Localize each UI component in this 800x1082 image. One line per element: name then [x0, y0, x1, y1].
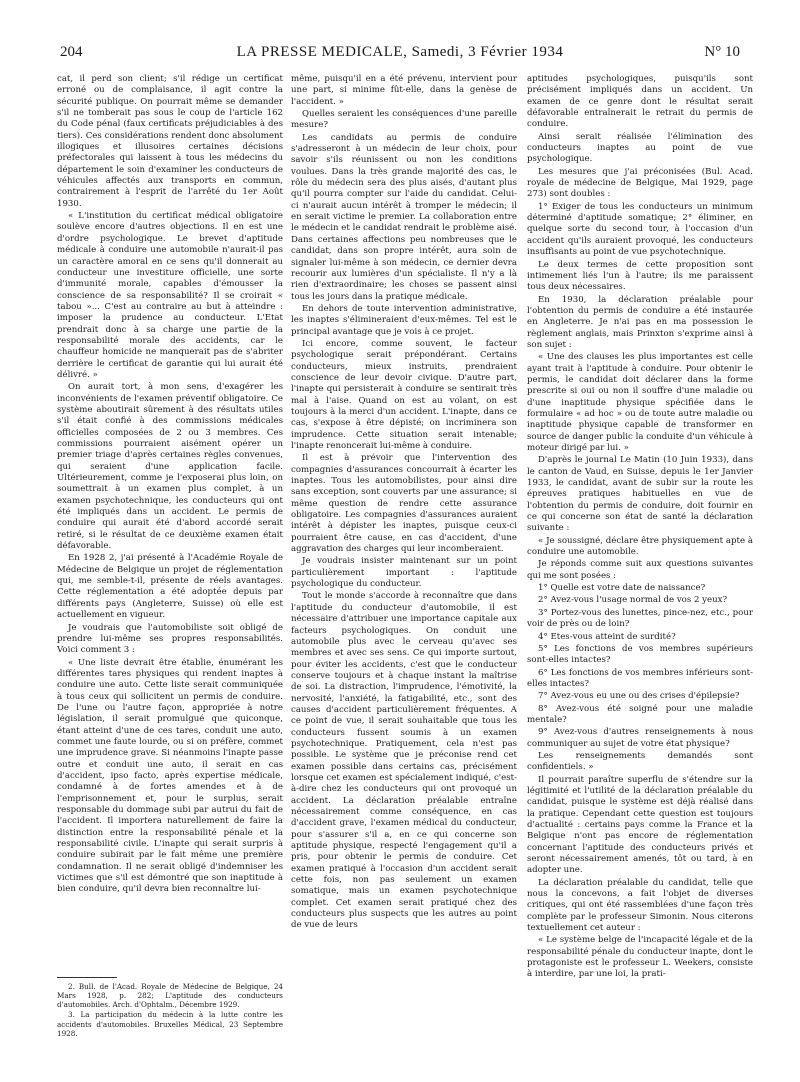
page-number: 204: [60, 44, 83, 60]
paragraph: « Le système belge de l'incapacité légale et de la responsabilité pénale du conducteur inapte, dont le protagoniste est le professeur L. Weekers, consiste à interdire, par une loi, la prati-: [527, 935, 753, 980]
paragraph: 7° Avez-vous eu une ou des crises d'épilepsie?: [538, 691, 740, 702]
paragraph: « Je soussigné, déclare être physiquement apte à conduire une automobile.: [527, 535, 753, 558]
paragraph: Les renseignements demandés sont confidentiels. »: [527, 750, 753, 773]
footnotes: [57, 970, 283, 1039]
paragraph: même, puisqu'il en a été prévenu, intervient pour une part, si minime fût-elle, dans la genèse de l'accident. »: [291, 74, 517, 107]
column-3: [527, 74, 753, 1039]
journal-title: LA PRESSE MEDICALE, Samedi, 3 Février 1934: [236, 44, 564, 60]
column-1: [57, 74, 283, 1039]
paragraph: En 1930, la déclaration préalable pour l'obtention du permis de conduire a été instaurée en Angleterre. Je n'ai pas en ma possession le règlement anglais, mais Prinxton s'exprime ainsi à son sujet :: [527, 294, 753, 350]
paragraph: 6° Les fonctions de vos membres inférieurs sont-elles intactes?: [527, 667, 753, 689]
footnote: 3. La participation du médecin à la lutte contre les accidents d'automobiles. Bruxelles Médical, 23 Septembre 1928.: [57, 1010, 283, 1038]
paragraph: Ainsi serait réalisée l'élimination des conducteurs inaptes au point de vue psychologique.: [527, 131, 753, 165]
paragraph: 5° Les fonctions de vos membres supérieurs sont-elles intactes?: [527, 643, 753, 666]
paragraph: Tout le monde s'accorde à reconnaître que dans l'aptitude du conducteur d'automobile, il est nécessaire d'attribuer une importance capitale aux facteurs psychologiques. On conduit une automobile plus avec le cerveau qu'avec ses membres et avec ses sens. Ce qui importe surtout, pour éviter les accidents, c'est que le conducteur conserve toujours et à chaque instant la maîtrise de soi. La distraction, l'imprudence, l'émotivité, la nervosité, l'anxiété, la fatigabilité, etc., sont des causes d'accident particulièrement fréquentes. A ce point de vue, il serait souhaitable que tous les conducteurs fussent soumis à un examen psychotechnique. Pratiquement, cela n'est pas possible. Le système que je préconise rend cet examen possible dans certains cas, précisément lorsque cet examen est spécialement indiqué, c'est-à-dire chez les conducteurs qui ont provoqué un accident. La déclaration préalable entraîne nécessairement comme conséquence, en cas d'accident grave, l'examen médical du conducteur, pour s'assurer s'il a, en ce qui concerne son aptitude physique, respecté l'engagement qu'il a pris, pour obtenir le permis de conduire. Cet examen pratiqué à l'occasion d'un accident serait cette fois, non pas seulement un examen somatique, mais un examen psychotechnique complet. Cet examen serait pratiqué chez des conducteurs plus suspects que les autres au point de vue de leurs: [291, 591, 517, 931]
paragraph: « Une des clauses les plus importantes est celle ayant trait à l'aptitude à conduire. Pour obtenir le permis, le candidat doit déclarer dans la forme prescrite si oui ou non il souffre d'une maladie ou d'une inaptitude physique spécifiée dans le formulaire « ad hoc » ou de toute autre maladie ou inaptitude physique capable de transformer en source de danger public la conduite d'un véhicule à moteur dirigé par lui. »: [527, 352, 753, 453]
paragraph: La déclaration préalable du candidat, telle que nous la concevons, a fait l'objet de diverses critiques, qui ont été rassemblées d'une façon très complète par le professeur Simonin. Nous citerons textuellement cet auteur :: [527, 877, 753, 934]
paragraph: D'après le journal Le Matin (10 Juin 1933), dans le canton de Vaud, en Suisse, depuis le 1er Janvier 1933, le candidat, avant de subir sur la route les épreuves pratiques habituelles en vue de l'obtention du permis de conduire, doit fournir en ce qui concerne son état de santé la déclaration suivante :: [527, 455, 753, 534]
paragraph: On aurait tort, à mon sens, d'exagérer les inconvénients de l'examen préventif obligatoire. Ce système aboutirait sûrement à des résultats utiles s'il était confié à des commissions médicales officielles composées de 2 ou 3 membres. Ces commissions pourraient aisément opérer un premier triage d'après certaines règles convenues, qui seraient d'une application facile. Ultérieurement, comme je l'exposerai plus loin, on soumettrait à un examen plus complet, à un examen psychotechnique, les conducteurs qui ont été impliqués dans un accident. Le permis de conduire qui aurait été d'abord accordé serait retiré, si le résultat de ce deuxième examen était défavorable.: [57, 382, 283, 552]
paragraph: En 1928 2, j'ai présenté à l'Académie Royale de Médecine de Belgique un projet de réglementation qui, me semble-t-il, présente de réels avantages. Cette réglementation a été adoptée depuis par différents pays (Angleterre, Suisse) où elle est actuellement en vigueur.: [57, 553, 283, 621]
page-header: [60, 44, 740, 64]
paragraph: 9° Avez-vous d'autres renseignements à nous communiquer au sujet de votre état physique?: [527, 727, 753, 749]
issue-number: N° 10: [704, 44, 740, 60]
paragraph: Ici encore, comme souvent, le facteur psychologique serait prépondérant. Certains conducteurs, mieux instruits, prendraient conscience de leur devoir civique. D'autre part, l'inapte qui persisterait à conduire se sentirait très mal à l'aise. Quand on est au volant, on est toujours à la merci d'un accident. L'inapte, dans ce cas, s'expose à être dépisté; on incriminera son imprudence. Cette situation serait intenable; l'inapte renoncerait lui-même à conduire.: [291, 338, 517, 451]
footnote: 2. Bull. de l'Acad. Royale de Médecine de Belgique, 24 Mars 1928, p. 282; L'aptitude des conducteurs d'automobiles. Arch. d'Ophtalm., Décembre 1929.: [57, 981, 283, 1010]
paragraph: Quelles seraient les conséquences d'une pareille mesure?: [291, 109, 517, 131]
article-body: [57, 74, 753, 1039]
paragraph: Les mesures que j'ai préconisées (Bul. Acad. royale de médecine de Belgique, Mai 1929, page 273) sont doubles :: [527, 166, 753, 200]
paragraph: « Une liste devrait être établie, énumérant les différentes tares physiques qui rendent inaptes à conduire une auto. Cette liste serait communiquée à tous ceux qui sollicitent un permis de conduire. De l'une ou l'autre façon, appropriée à notre législation, il serait promulgué que quiconque, étant atteint d'une de ces tares, conduit une auto, commet une faute lourde, ou si on préfère, commet une imprudence grave. Si néanmoins l'inapte passe outre et conduit une auto, il serait en cas d'accident, ipso facto, après expertise médicale, condamné à de fortes amendes et à de l'emprisonnement et, pour le surplus, serait responsable du dommage subi par autrui du fait de l'accident. Il importera naturellement de faire la distinction entre la responsabilité pénale et la responsabilité civile. L'inapte qui serait surpris à conduire subirait par le fait même une première condamnation. Il ne serait obligé d'indemniser les victimes que s'il est démontré que son inaptitude à bien conduire, qu'il devra bien reconnaître lui-: [57, 657, 283, 895]
paragraph: En dehors de toute intervention administrative, les inaptes s'élimineraient d'eux-mêmes. Tel est le principal avantage que je vois à ce projet.: [291, 303, 517, 337]
paragraph: « L'institution du certificat médical obligatoire soulève encore d'autres objections. Il en est une d'ordre psychologique. Le brevet d'aptitude médicale à conduire une automobile n'aurait-il pas un caractère amoral en ce sens qu'il donnerait au conducteur une investiture officielle, une sorte d'immunité morale, capables d'émousser la conscience de sa responsabilité? Il se croirait « tabou »... C'est au contraire au but à atteindre : imposer la prudence au conducteur. L'Etat prendrait donc à sa charge une partie de la responsabilité morale des accidents, car le chauffeur homicide ne manquerait pas de s'abriter derrière le certificat de garantie qui lui aurait été délivré. »: [57, 211, 283, 380]
paragraph: 8° Avez-vous été soigné pour une maladie mentale?: [527, 703, 753, 725]
paragraph: Je voudrais insister maintenant sur un point particulièrement important : l'aptitude psychologique du conducteur.: [291, 556, 517, 590]
paragraph: 4° Etes-vous atteint de surdité?: [538, 631, 676, 642]
paragraph: Je voudrais que l'automobiliste soit obligé de prendre lui-même ses propres responsabilités. Voici comment 3 :: [57, 622, 283, 656]
paragraph: 1° Exiger de tous les conducteurs un minimum déterminé d'aptitude somatique; 2° éliminer, en quelque sorte du second tour, à l'occasion d'un accident qu'ils auraient provoqué, les conducteurs insuffisants au point de vue psychotechnique.: [527, 201, 753, 258]
paragraph: cat, il perd son client; s'il rédige un certificat erroné ou de complaisance, il agit contre la sécurité publique. On pourrait même se demander s'il ne tomberait pas sous le coup de l'article 162 du Code pénal (faux certificats préjudiciables à des tiers). Ces considérations rendent donc absolument illogiques et illusoires certaines décisions préfectorales qui laissent à tous les médecins du département le soin d'examiner les conducteurs de véhicules affectés aux transports en commun, contrairement à l'esprit de l'arrêté du 1er Août 1930.: [57, 74, 283, 209]
paragraph: 1° Quelle est votre date de naissance?: [538, 583, 706, 594]
paragraph: 2° Avez-vous l'usage normal de vos 2 yeux?: [538, 595, 728, 606]
paragraph: Il pourrait paraître superflu de s'étendre sur la légitimité et l'utilité de la déclaration préalable du candidat, puisque le système est déjà réalisé dans la pratique. Cependant cette question est toujours d'actualité : certains pays comme la France et la Belgique n'ont pas encore de réglementation concernant l'aptitude des conducteurs privés et seront nécessairement amenés, tôt ou tard, à en adopter une.: [527, 774, 753, 876]
column-2: [291, 74, 517, 1039]
paragraph: Je réponds comme suit aux questions suivantes qui me sont posées :: [527, 559, 753, 581]
paragraph: Les candidats au permis de conduire s'adresseront à un médecin de leur choix, pour savoir s'ils réunissent ou non les conditions voulues. Dans la très grande majorité des cas, le rôle du médecin sera des plus aisés, d'autant plus qu'il pourra compter sur l'aide du candidat. Celui-ci n'aurait aucun intérêt à tromper le médecin; il en serait victime le premier. La collaboration entre le médecin et le candidat rendrait le problème aisé. Dans certaines affections peu nombreuses que le candidat, dans son propre intérêt, aura soin de signaler lui-même à son médecin, ce dernier devra recourir aux lumières d'un spécialiste. Il n'y a là rien d'extraordinaire; les choses se passent ainsi tous les jours dans la pratique médicale.: [291, 132, 517, 302]
paragraph: 3° Portez-vous des lunettes, pince-nez, etc., pour voir de près ou de loin?: [527, 607, 753, 630]
paragraph: Le deux termes de cette proposition sont intimement liés l'un à l'autre; ils me paraissent tous deux nécessaires.: [527, 259, 753, 293]
paragraph: aptitudes psychologiques, puisqu'ils sont précisément impliqués dans un accident. Un examen de ce genre dont le résultat serait défavorable entraînerait le retrait du permis de conduire.: [527, 74, 753, 130]
paragraph: Il est à prévoir que l'intervention des compagnies d'assurances concourrait à écarter les inaptes. Tous les automobilistes, pour ainsi dire sans exception, sont couverts par une assurance; si même question de rendre cette assurance obligatoire. Les compagnies d'assurances auraient intérêt à dépister les inaptes, puisque ceux-ci pourraient être cause, en cas d'accident, d'une aggravation des charges qui leur incomberaient.: [291, 453, 517, 555]
footnote-rule: [57, 977, 117, 978]
